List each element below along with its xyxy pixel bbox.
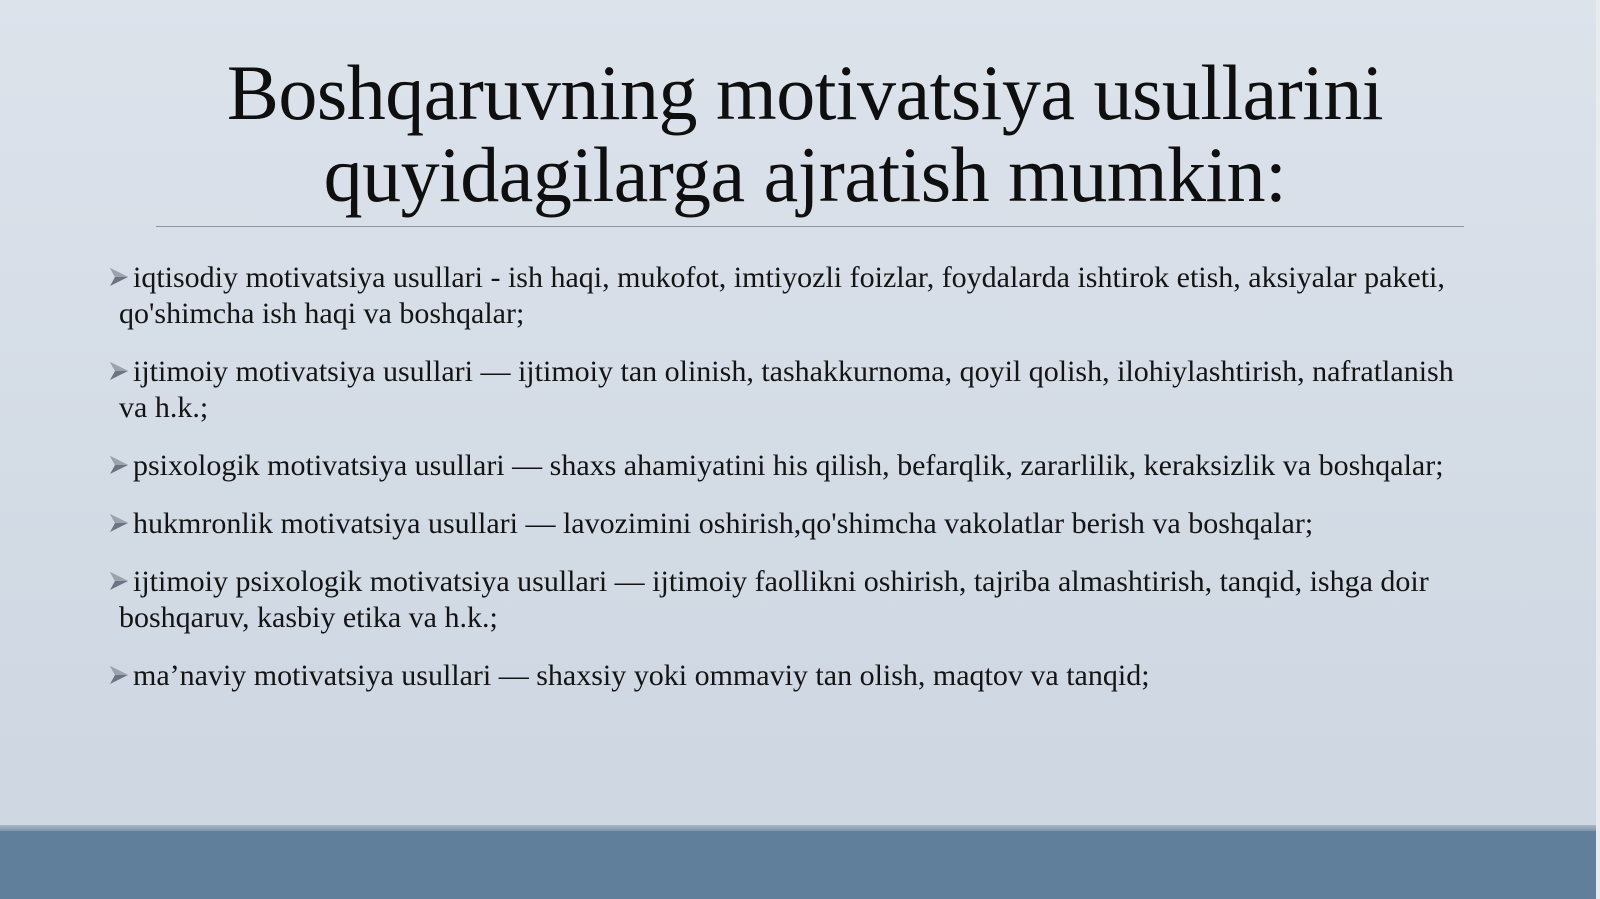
bullet-item-psychological	[108, 448, 1478, 484]
title-divider	[156, 226, 1464, 227]
bullet-text: iqtisodiy motivatsiya usullari - ish haqi, mukofot, imtiyozli foizlar, foydalarda ishtirok etish, aksiyalar paketi, qo'shimcha ish haqi va boshqalar;	[119, 261, 1445, 330]
arrowhead-bullet-icon	[108, 450, 130, 474]
bullet-text: psixologik motivatsiya usullari — shaxs ahamiyatini his qilish, befarqlik, zararlilik, keraksizlik va boshqalar;	[133, 449, 1444, 482]
arrowhead-bullet-icon	[108, 508, 130, 532]
bullet-text: ma’naviy motivatsiya usullari — shaxsiy yoki ommaviy tan olish, maqtov va tanqid;	[133, 659, 1150, 692]
slide-right-edge	[1596, 0, 1600, 899]
arrowhead-bullet-icon	[108, 356, 130, 380]
bullet-text: ijtimoiy psixologik motivatsiya usullari — ijtimoiy faollikni oshirish, tajriba almashtirish, tanqid, ishga doir boshqaruv, kasbiy etika va h.k.;	[119, 565, 1429, 634]
slide-title: Boshqaruvning motivatsiya usullarini quyidagilarga ajratish mumkin:	[226, 49, 1384, 218]
bullet-item-authority	[108, 506, 1478, 542]
bullet-item-economic	[108, 260, 1478, 332]
bullet-item-moral	[108, 658, 1478, 694]
arrowhead-bullet-icon	[108, 660, 130, 684]
arrowhead-bullet-icon	[108, 262, 130, 286]
bullet-text: ijtimoiy motivatsiya usullari — ijtimoiy tan olinish, tashakkurnoma, qoyil qolish, ilohiylashtirish, nafratlanish va h.k.;	[119, 355, 1454, 424]
bullet-list	[108, 260, 1478, 716]
bullet-text: hukmronlik motivatsiya usullari — lavozimini oshirish,qo'shimcha vakolatlar berish va boshqalar;	[133, 507, 1314, 540]
bullet-item-social	[108, 354, 1478, 426]
arrowhead-bullet-icon	[108, 566, 130, 590]
bullet-item-socio-psychological	[108, 564, 1478, 636]
bottom-band	[0, 831, 1600, 899]
